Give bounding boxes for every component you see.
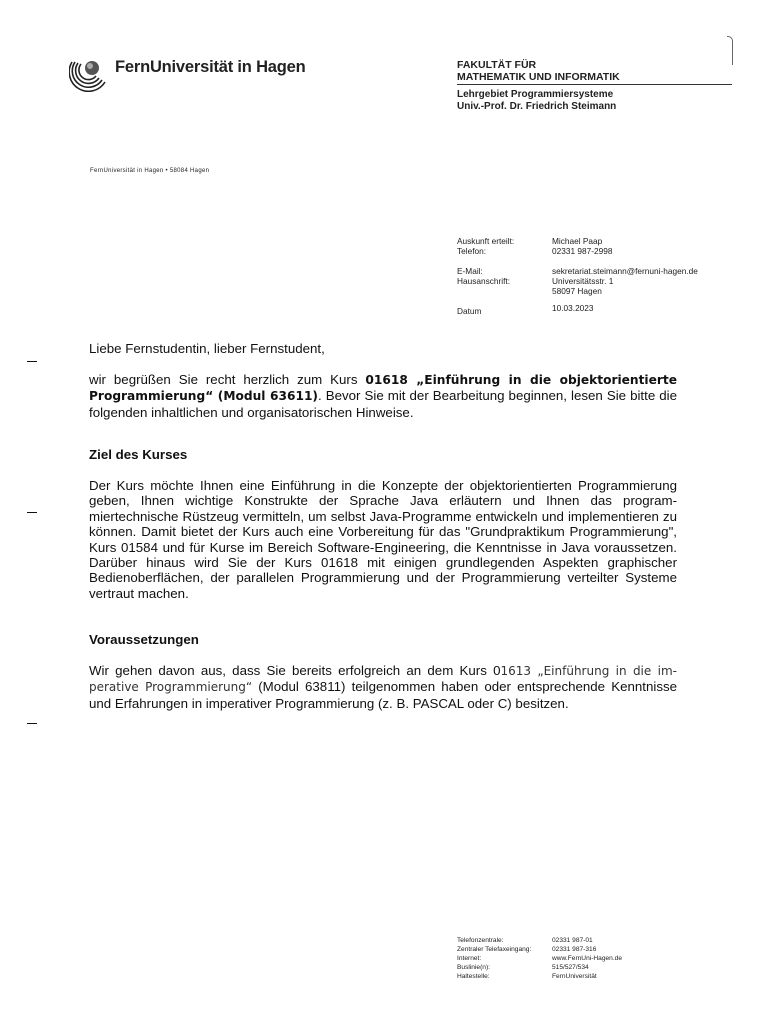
email-label: E-Mail: bbox=[457, 266, 483, 276]
fold-corner-mark bbox=[727, 36, 733, 65]
footer-link: www.FernUni-Hagen.de bbox=[552, 955, 622, 962]
datum-value: 10.03.2023 bbox=[552, 303, 594, 313]
fold-mark bbox=[27, 361, 37, 362]
datum-label: Datum bbox=[457, 306, 482, 316]
footer-value: 02331 987-01 bbox=[552, 937, 593, 944]
footer-label: Internet: bbox=[457, 955, 482, 962]
course-reference: 1613 „Einführung in die imperative Programmierung“ bbox=[89, 664, 677, 695]
sender-line: FernUniversität in Hagen • 58084 Hagen bbox=[90, 168, 210, 174]
telefon-label: Telefon: bbox=[457, 246, 487, 256]
course-title: 01618 „Einführung in die objektorientierte Programmierung“ (Modul 63611) bbox=[89, 373, 677, 404]
university-name: FernUniversität in Hagen bbox=[115, 58, 306, 76]
telefon-value: 02331 987-2998 bbox=[552, 246, 613, 256]
voraussetzungen-paragraph: Wir gehen davon aus, dass Sie bereits erfolgreich an dem Kurs 01613 „Einführung in die imperative Programmierung“ (Modul 63811) teilgenommen haben oder entsprechende Kenntnisse und Erfahrungen in imperativer Programmierung (z. B. PASCAL oder C) besitzen. bbox=[89, 663, 678, 711]
hausanschrift-label: Hausanschrift: bbox=[457, 276, 511, 286]
footer-label: Zentraler Telefaxeingang: bbox=[457, 946, 532, 953]
auskunft-label: Auskunft erteilt: bbox=[457, 236, 515, 246]
footer-value: FernUniversität bbox=[552, 973, 597, 980]
intro-paragraph: wir begrüßen Sie recht herzlich zum Kurs 01618 „Einführung in die objektorientierte Programmierung“ (Modul 63611). Bevor Sie mit der Bearbeitung beginnen, lesen Sie bitte die folgenden inhaltlichen und organisatorischen Hinweise. bbox=[89, 372, 677, 420]
footer-label: Telefonzentrale: bbox=[457, 937, 504, 944]
footer-value: 02331 987-316 bbox=[552, 946, 597, 953]
hausanschrift-line2: 58097 Hagen bbox=[552, 286, 602, 296]
heading-ziel: Ziel des Kurses bbox=[89, 447, 188, 462]
department: Lehrgebiet Programmiersysteme Univ.-Prof. Dr. Friedrich Steimann bbox=[457, 89, 617, 112]
footer-label: Haltestelle: bbox=[457, 973, 490, 980]
email-value: sekretariat.steimann@fernuni-hagen.de bbox=[552, 266, 698, 276]
footer-label: Buslinie(n): bbox=[457, 964, 490, 971]
ziel-paragraph: Der Kurs möchte Ihnen eine Einführung in die Konzepte der objektorientierten Programmierung geben, Ihnen wichtige Konstrukte der Sprache Java erläutern und Ihnen das programmiertechnische Rüstzeug vermitteln, um selbst Java-Programme entwickeln und implementieren zu können. Damit bietet der Kurs auch eine Vorbereitung für das "Grundpraktikum Programmierung", Kurs 01584 und für Kurse im Bereich Software-Engineering, die Kenntnisse in Java voraussetzen. Darüber hinaus wird Sie der Kurs 01618 mit einigen grundlegenden Aspekten graphischer Bedienoberflächen, der parallelen Programmierung und der Programmierung verteilter Systeme vertraut machen. bbox=[89, 478, 677, 601]
fold-mark bbox=[27, 723, 37, 724]
footer-value: 515/527/534 bbox=[552, 964, 589, 971]
header-divider bbox=[457, 84, 732, 85]
auskunft-value: Michael Paap bbox=[552, 236, 603, 246]
heading-voraussetzungen: Voraussetzungen bbox=[89, 632, 199, 647]
fold-mark bbox=[27, 512, 37, 513]
hausanschrift-line1: Universitätsstr. 1 bbox=[552, 276, 614, 286]
faculty-name: FAKULTÄT FÜR MATHEMATIK UND INFORMATIK bbox=[457, 59, 620, 83]
greeting: Liebe Fernstudentin, lieber Fernstudent, bbox=[89, 341, 325, 356]
